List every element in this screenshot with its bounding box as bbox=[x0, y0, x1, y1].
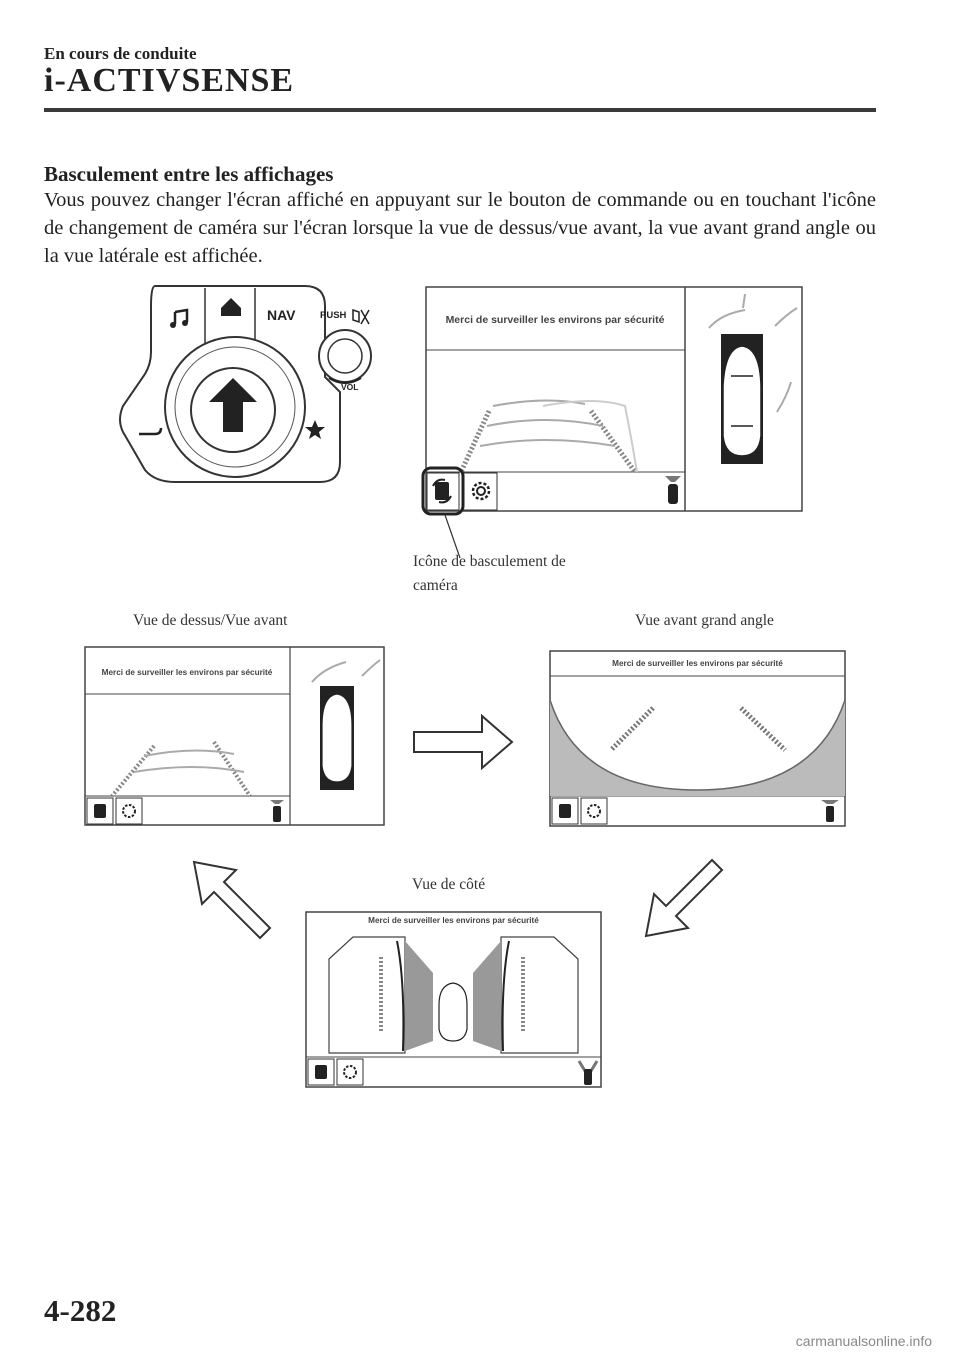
arrow-down-left-icon bbox=[640, 856, 724, 940]
screen-safety-message: Merci de surveiller les environs par sécurité bbox=[101, 668, 273, 677]
page-number: 4-282 bbox=[44, 1293, 117, 1328]
screen-safety-message: Merci de surveiller les environs par sécurité bbox=[445, 314, 665, 326]
section-paragraph: Vous pouvez changer l'écran affiché en appuyant sur le bouton de commande ou en touchant l'icône de changement de caméra sur l'écran lorsque la vue de dessus/vue avant, la vue avant grand angle ou la vue latérale est affichée. bbox=[44, 189, 876, 267]
page-title: i-ACTIVSENSE bbox=[44, 62, 295, 99]
caption-top-view: Vue de dessus/Vue avant bbox=[133, 612, 288, 629]
caption-wide-view: Vue avant grand angle bbox=[635, 612, 774, 629]
callout-caption-line2: caméra bbox=[413, 577, 458, 594]
header-rule bbox=[44, 108, 876, 112]
camera-switch-icon bbox=[559, 804, 571, 818]
commander-control-illustration bbox=[115, 282, 385, 494]
arrow-right-icon bbox=[412, 712, 516, 772]
push-label: PUSH bbox=[320, 310, 347, 321]
caption-side-view: Vue de côté bbox=[412, 876, 486, 893]
screen-top-front-view bbox=[84, 646, 385, 826]
section-heading: Basculement entre les affichages bbox=[44, 162, 334, 186]
vol-label: VOL bbox=[341, 382, 359, 392]
camera-switch-icon bbox=[94, 804, 106, 818]
chapter-label: En cours de conduite bbox=[44, 44, 197, 63]
screen-safety-message: Merci de surveiller les environs par sécurité bbox=[368, 916, 539, 925]
screen-safety-message: Merci de surveiller les environs par sécurité bbox=[612, 659, 783, 668]
camera-switch-callout bbox=[415, 462, 495, 562]
screen-wide-angle-view bbox=[549, 650, 846, 827]
nav-label: NAV bbox=[267, 307, 296, 323]
camera-switch-icon bbox=[315, 1065, 327, 1079]
watermark-text: carmanualsonline.info bbox=[795, 1333, 932, 1349]
mute-icon bbox=[353, 310, 369, 324]
screen-side-view bbox=[305, 911, 602, 1088]
arrow-up-left-icon bbox=[188, 858, 272, 942]
callout-caption-line1: Icône de basculement de bbox=[413, 553, 566, 570]
